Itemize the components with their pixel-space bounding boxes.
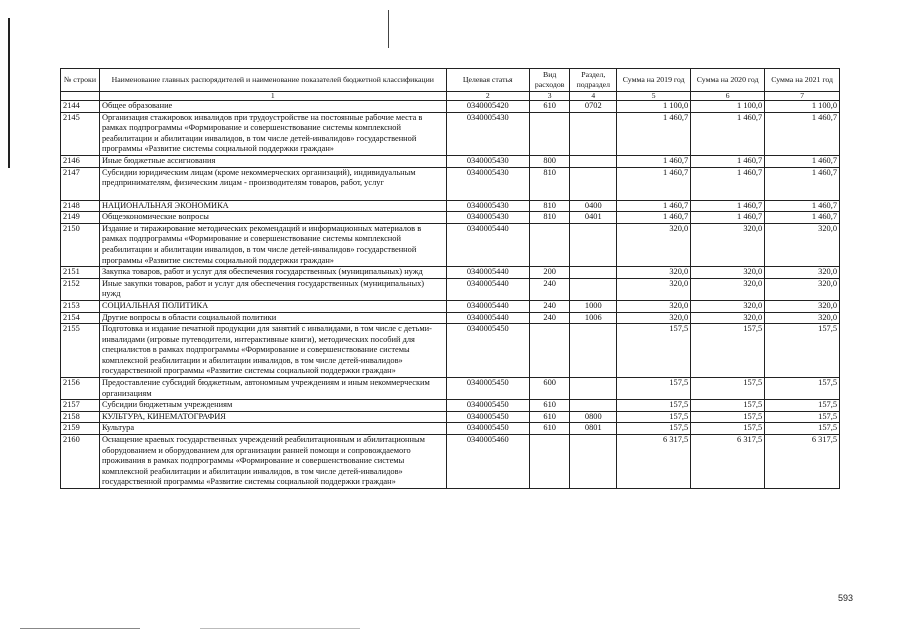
row-section: 0702 <box>570 101 617 113</box>
row-expense-type: 800 <box>529 155 570 167</box>
row-sum-2021: 157,5 <box>765 378 840 400</box>
row-sum-2020: 1 460,7 <box>691 112 765 155</box>
row-sum-2021: 320,0 <box>765 278 840 300</box>
column-number: 6 <box>691 92 765 101</box>
row-target: 0340005450 <box>446 378 529 400</box>
row-name: Другие вопросы в области социальной политики <box>99 312 446 324</box>
row-sum-2020: 157,5 <box>691 400 765 412</box>
table-row <box>61 324 840 378</box>
row-sum-2019: 1 460,7 <box>617 212 691 224</box>
column-numbers-row <box>61 92 840 101</box>
row-number: 2160 <box>61 435 100 489</box>
row-sum-2019: 157,5 <box>617 324 691 378</box>
row-sum-2019: 1 460,7 <box>617 112 691 155</box>
row-sum-2020: 1 460,7 <box>691 167 765 200</box>
row-target: 0340005450 <box>446 324 529 378</box>
row-name: Общеэкономические вопросы <box>99 212 446 224</box>
row-number: 2144 <box>61 101 100 113</box>
row-number: 2145 <box>61 112 100 155</box>
row-number: 2150 <box>61 223 100 266</box>
row-sum-2021: 157,5 <box>765 324 840 378</box>
row-sum-2021: 1 460,7 <box>765 155 840 167</box>
row-sum-2021: 157,5 <box>765 423 840 435</box>
scan-artifact-line <box>388 10 389 48</box>
table-row <box>61 112 840 155</box>
row-number: 2154 <box>61 312 100 324</box>
table-row <box>61 101 840 113</box>
row-name: Организация стажировок инвалидов при трудоустройстве на постоянные рабочие места в рамках подпрограммы «Формирование и совершенствование системы комплексной реабилитации и абилитации инвалидов, в том числе детей-инвалидов» государственной программы «Развитие системы социальной поддержки граждан» <box>99 112 446 155</box>
row-target: 0340005460 <box>446 435 529 489</box>
row-name: Предоставление субсидий бюджетным, автономным учреждениям и иным некоммерческим организациям <box>99 378 446 400</box>
column-number: 4 <box>570 92 617 101</box>
row-sum-2019: 1 100,0 <box>617 101 691 113</box>
row-name: Иные закупки товаров, работ и услуг для обеспечения государственных (муниципальных) нужд <box>99 278 446 300</box>
row-target: 0340005450 <box>446 423 529 435</box>
row-section <box>570 278 617 300</box>
col-header-sum-2019: Сумма на 2019 год <box>617 69 691 92</box>
row-section <box>570 378 617 400</box>
row-number: 2155 <box>61 324 100 378</box>
row-name: НАЦИОНАЛЬНАЯ ЭКОНОМИКА <box>99 200 446 212</box>
row-sum-2021: 157,5 <box>765 400 840 412</box>
row-section: 0801 <box>570 423 617 435</box>
row-section: 0800 <box>570 411 617 423</box>
row-name: Субсидии бюджетным учреждениям <box>99 400 446 412</box>
row-target: 0340005440 <box>446 223 529 266</box>
row-section <box>570 267 617 279</box>
column-number: 3 <box>529 92 570 101</box>
row-expense-type: 610 <box>529 423 570 435</box>
row-sum-2020: 157,5 <box>691 324 765 378</box>
row-name: Издание и тиражирование методических рекомендаций и информационных материалов в рамках подпрограммы «Формирование и совершенствование системы комплексной реабилитации и абилитации инвалидов, в том числе детей-инвалидов» государственной программы «Развитие системы социальной поддержки граждан» <box>99 223 446 266</box>
row-sum-2019: 320,0 <box>617 278 691 300</box>
row-expense-type: 240 <box>529 312 570 324</box>
row-expense-type: 810 <box>529 212 570 224</box>
row-sum-2021: 1 460,7 <box>765 112 840 155</box>
row-target: 0340005450 <box>446 400 529 412</box>
table-row <box>61 423 840 435</box>
table-row <box>61 155 840 167</box>
row-section <box>570 324 617 378</box>
row-sum-2019: 320,0 <box>617 267 691 279</box>
row-expense-type: 810 <box>529 200 570 212</box>
row-section <box>570 155 617 167</box>
table-row <box>61 435 840 489</box>
row-expense-type <box>529 223 570 266</box>
row-sum-2020: 320,0 <box>691 300 765 312</box>
row-sum-2020: 1 100,0 <box>691 101 765 113</box>
row-target: 0340005430 <box>446 167 529 200</box>
row-sum-2019: 320,0 <box>617 312 691 324</box>
row-section: 0400 <box>570 200 617 212</box>
row-sum-2019: 1 460,7 <box>617 200 691 212</box>
row-sum-2019: 157,5 <box>617 411 691 423</box>
row-sum-2020: 320,0 <box>691 278 765 300</box>
row-expense-type <box>529 435 570 489</box>
row-target: 0340005430 <box>446 112 529 155</box>
row-sum-2020: 320,0 <box>691 267 765 279</box>
row-sum-2019: 157,5 <box>617 400 691 412</box>
table-row <box>61 223 840 266</box>
row-name: Закупка товаров, работ и услуг для обеспечения государственных (муниципальных) нужд <box>99 267 446 279</box>
row-sum-2021: 1 100,0 <box>765 101 840 113</box>
row-sum-2021: 1 460,7 <box>765 212 840 224</box>
row-expense-type: 610 <box>529 400 570 412</box>
footer-line <box>20 628 140 629</box>
row-name: Общее образование <box>99 101 446 113</box>
row-section <box>570 400 617 412</box>
table-row <box>61 378 840 400</box>
row-name: Культура <box>99 423 446 435</box>
row-expense-type: 610 <box>529 411 570 423</box>
col-header-target: Целевая статья <box>446 69 529 92</box>
row-sum-2019: 320,0 <box>617 223 691 266</box>
row-sum-2020: 1 460,7 <box>691 200 765 212</box>
row-sum-2020: 1 460,7 <box>691 155 765 167</box>
table-row <box>61 411 840 423</box>
row-target: 0340005440 <box>446 267 529 279</box>
table-row <box>61 167 840 200</box>
row-number: 2152 <box>61 278 100 300</box>
row-number: 2158 <box>61 411 100 423</box>
col-header-name: Наименование главных распорядителей и наименование показателей бюджетной классификации <box>99 69 446 92</box>
table-row <box>61 300 840 312</box>
table-header-row <box>61 69 840 92</box>
row-name: Иные бюджетные ассигнования <box>99 155 446 167</box>
row-sum-2020: 157,5 <box>691 378 765 400</box>
table-row <box>61 278 840 300</box>
row-sum-2020: 1 460,7 <box>691 212 765 224</box>
row-number: 2149 <box>61 212 100 224</box>
row-number: 2157 <box>61 400 100 412</box>
row-sum-2021: 320,0 <box>765 300 840 312</box>
row-sum-2019: 6 317,5 <box>617 435 691 489</box>
row-sum-2020: 320,0 <box>691 312 765 324</box>
row-number: 2156 <box>61 378 100 400</box>
row-expense-type: 240 <box>529 300 570 312</box>
footer-line <box>200 628 360 629</box>
row-name: Субсидии юридическим лицам (кроме некоммерческих организаций), индивидуальным предпринимателям, физическим лицам - производителям товаров, работ, услуг <box>99 167 446 200</box>
table-row <box>61 400 840 412</box>
col-header-expense-type: Вид расходов <box>529 69 570 92</box>
column-number <box>61 92 100 101</box>
row-expense-type: 610 <box>529 101 570 113</box>
row-expense-type <box>529 112 570 155</box>
row-sum-2019: 1 460,7 <box>617 155 691 167</box>
row-sum-2019: 157,5 <box>617 423 691 435</box>
row-section <box>570 112 617 155</box>
row-sum-2019: 320,0 <box>617 300 691 312</box>
row-sum-2021: 6 317,5 <box>765 435 840 489</box>
column-number: 2 <box>446 92 529 101</box>
table-row <box>61 212 840 224</box>
row-sum-2020: 6 317,5 <box>691 435 765 489</box>
row-number: 2151 <box>61 267 100 279</box>
col-header-row-number: № строки <box>61 69 100 92</box>
row-number: 2148 <box>61 200 100 212</box>
row-target: 0340005440 <box>446 312 529 324</box>
row-name: КУЛЬТУРА, КИНЕМАТОГРАФИЯ <box>99 411 446 423</box>
col-header-sum-2021: Сумма на 2021 год <box>765 69 840 92</box>
row-sum-2020: 157,5 <box>691 411 765 423</box>
row-expense-type: 600 <box>529 378 570 400</box>
row-target: 0340005450 <box>446 411 529 423</box>
row-section <box>570 435 617 489</box>
row-sum-2021: 320,0 <box>765 267 840 279</box>
col-header-sum-2020: Сумма на 2020 год <box>691 69 765 92</box>
row-expense-type: 240 <box>529 278 570 300</box>
row-section <box>570 167 617 200</box>
row-sum-2021: 1 460,7 <box>765 167 840 200</box>
row-sum-2020: 320,0 <box>691 223 765 266</box>
row-sum-2019: 157,5 <box>617 378 691 400</box>
row-number: 2159 <box>61 423 100 435</box>
row-sum-2021: 1 460,7 <box>765 200 840 212</box>
row-name: СОЦИАЛЬНАЯ ПОЛИТИКА <box>99 300 446 312</box>
row-section: 0401 <box>570 212 617 224</box>
row-target: 0340005420 <box>446 101 529 113</box>
table-row <box>61 267 840 279</box>
row-target: 0340005430 <box>446 155 529 167</box>
row-sum-2021: 157,5 <box>765 411 840 423</box>
row-sum-2021: 320,0 <box>765 223 840 266</box>
page-number: 593 <box>838 593 854 603</box>
table-row <box>61 200 840 212</box>
table-row <box>61 312 840 324</box>
row-expense-type: 810 <box>529 167 570 200</box>
row-section <box>570 223 617 266</box>
row-section: 1006 <box>570 312 617 324</box>
row-section: 1000 <box>570 300 617 312</box>
column-number: 7 <box>765 92 840 101</box>
row-target: 0340005440 <box>446 278 529 300</box>
row-sum-2020: 157,5 <box>691 423 765 435</box>
column-number: 5 <box>617 92 691 101</box>
column-number: 1 <box>99 92 446 101</box>
row-number: 2153 <box>61 300 100 312</box>
row-expense-type: 200 <box>529 267 570 279</box>
row-number: 2147 <box>61 167 100 200</box>
row-name: Подготовка и издание печатной продукции для занятий с инвалидами, в том числе с детьми-инвалидами (игровые путеводители, интерактивные книги), методических пособий для специалистов в рамках подпрограммы «Формирование и совершенствование системы комплексной реабилитации и абилитации инвалидов, в том числе детей-инвалидов» государственной программы «Развитие системы социальной поддержки граждан» <box>99 324 446 378</box>
budget-table <box>60 68 840 489</box>
row-name: Оснащение краевых государственных учреждений реабилитационным и абилитационным оборудованием и оборудованием для организации ранней помощи и сопровождаемого проживания в рамках подпрограммы «Формирование и совершенствование системы комплексной реабилитации и абилитации инвалидов, в том числе детей-инвалидов» государственной программы «Развитие системы социальной поддержки граждан» <box>99 435 446 489</box>
left-margin-line <box>8 18 10 168</box>
row-number: 2146 <box>61 155 100 167</box>
row-target: 0340005430 <box>446 212 529 224</box>
row-sum-2019: 1 460,7 <box>617 167 691 200</box>
col-header-section: Раздел, подраздел <box>570 69 617 92</box>
row-target: 0340005440 <box>446 300 529 312</box>
row-sum-2021: 320,0 <box>765 312 840 324</box>
row-target: 0340005430 <box>446 200 529 212</box>
row-expense-type <box>529 324 570 378</box>
